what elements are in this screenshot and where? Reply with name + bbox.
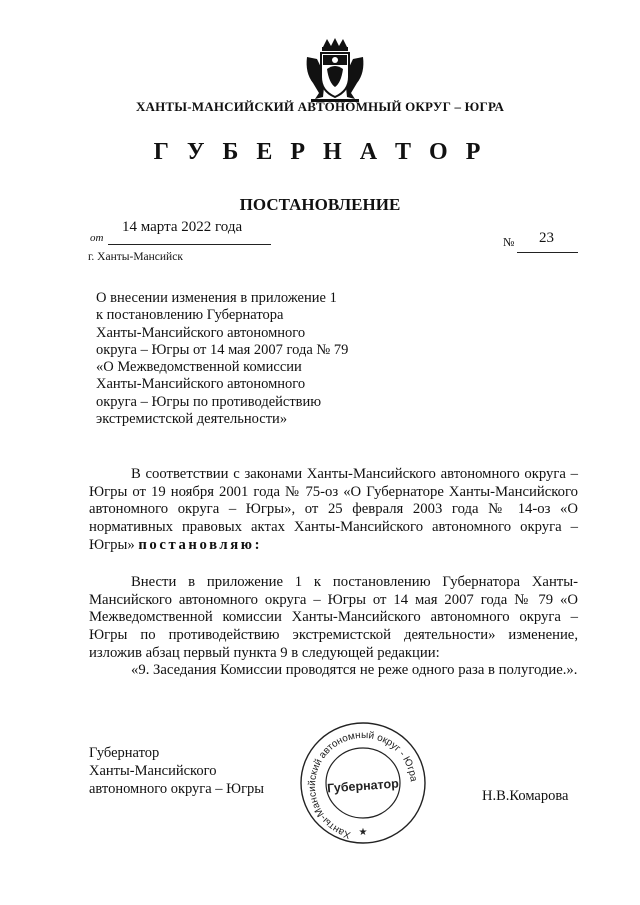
- subject-line: округа – Югры от 14 мая 2007 года № 79: [96, 341, 349, 358]
- subject-line: «О Межведомственной комиссии: [96, 359, 302, 376]
- document-subject: [96, 290, 396, 428]
- new-wording-paragraph: «9. Заседания Комиссии проводятся не реже одного раза в полугодие.».: [131, 662, 578, 678]
- resolve-keyword: постановляю:: [138, 536, 263, 553]
- governor-title: Г У Б Е Р Н А Т О Р: [153, 139, 487, 165]
- subject-line: О внесении изменения в приложение 1: [96, 290, 337, 306]
- subject-line: Ханты-Мансийского автономного: [96, 376, 306, 393]
- amendment-paragraph: Внести в приложение 1 к постановлению Губернатора Ханты-Мансийского автономного округа – Югры от 14 мая 2007 года № 79 «О Межведомственной комиссии Ханты-Мансийского автономного округа – Югры по противодействию экстремистской деятельности» изменение, изложив абзац первый пункта 9 в следующей редакции:: [89, 574, 578, 661]
- number-prefix: №: [503, 235, 515, 249]
- city: г. Ханты-Мансийск: [88, 251, 183, 263]
- subject-line: экстремистской деятельности»: [96, 411, 288, 428]
- number-underline: [517, 252, 578, 253]
- official-stamp: [295, 718, 431, 848]
- signer-name: Н.В.Комарова: [482, 788, 569, 804]
- signer-position: [89, 745, 264, 798]
- signer-position-line: Губернатор: [89, 745, 160, 761]
- stamp-star-icon: ★: [358, 827, 368, 838]
- document-date: 14 марта 2022 года: [122, 219, 243, 235]
- date-underline: [108, 244, 271, 245]
- stamp-ring-text: Ханты-Мансийский автономный округ - Югра: [306, 729, 419, 841]
- subject-line: к постановлению Губернатора: [96, 307, 284, 324]
- preamble-paragraph: [89, 466, 578, 555]
- signer-position-line: Ханты-Мансийского: [89, 762, 217, 779]
- document-type: ПОСТАНОВЛЕНИЕ: [239, 195, 401, 214]
- preamble-text: В соответствии с законами Ханты-Мансийского автономного округа – Югры от 19 ноября 2001 года № 75-оз «О Губернаторе Ханты-Мансийского автономного округа – Югры», от 25 февраля 2003 года № 14-оз «О нормативных правовых актах Ханты-Мансийского автономного округа – Югры»: [89, 466, 578, 553]
- subject-line: Ханты-Мансийского автономного: [96, 324, 306, 341]
- stamp-center-text: Губернатор: [326, 776, 400, 796]
- document-number: 23: [539, 230, 554, 246]
- subject-line: округа – Югры по противодействию: [96, 393, 322, 410]
- date-prefix: от: [90, 232, 104, 244]
- region-name: ХАНТЫ-МАНСИЙСКИЙ АВТОНОМНЫЙ ОКРУГ – ЮГРА: [135, 99, 505, 114]
- coat-of-arms-emblem: [303, 37, 367, 103]
- signer-position-line: автономного округа – Югры: [89, 780, 265, 797]
